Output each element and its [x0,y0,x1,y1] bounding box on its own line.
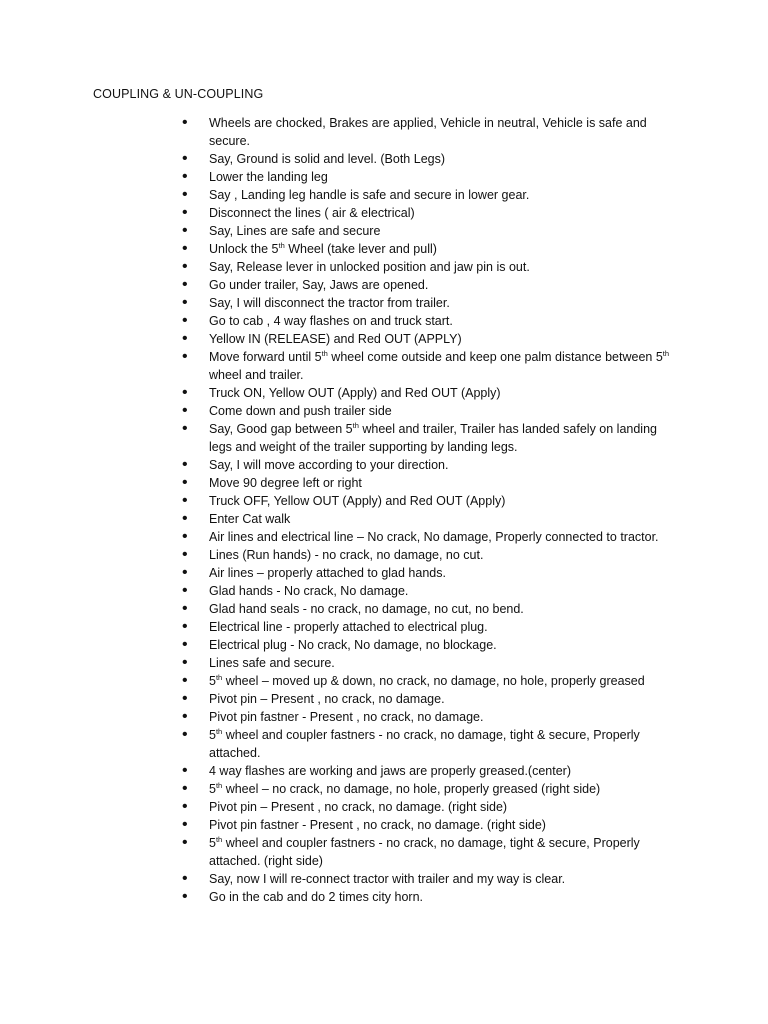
checklist-item-text: 5 [209,728,216,742]
checklist-item-text: Pivot pin – Present , no crack, no damage. [209,692,445,706]
checklist-item-text: wheel and trailer. [209,368,304,382]
checklist-item [182,618,682,636]
checklist-item [182,330,682,348]
checklist-item [182,294,682,312]
checklist-item [182,798,682,816]
checklist-item-text: Glad hands - No crack, No damage. [209,584,409,598]
checklist-item [182,726,682,762]
checklist-item-text: Air lines – properly attached to glad hands. [209,566,446,580]
ordinal-suffix: th [662,349,670,358]
checklist-item-text: Go to cab , 4 way flashes on and truck start. [209,314,453,328]
checklist-item-text: Electrical line - properly attached to electrical plug. [209,620,488,634]
checklist-item [182,582,682,600]
ordinal-suffix: th [215,835,223,844]
checklist-item [182,474,682,492]
checklist-item-text: Pivot pin fastner - Present , no crack, no damage. (right side) [209,818,546,832]
checklist-item-text: Air lines and electrical line – No crack, No damage, Properly connected to tractor. [209,530,659,544]
checklist-item-text: 4 way flashes are working and jaws are properly greased.(center) [209,764,571,778]
checklist-item [182,528,682,546]
checklist-item [182,564,682,582]
checklist-item [182,312,682,330]
checklist-item [182,492,682,510]
checklist-item [182,600,682,618]
checklist-item [182,384,682,402]
checklist-item-text: Pivot pin fastner - Present , no crack, no damage. [209,710,484,724]
checklist-item-text: wheel and coupler fastners - no crack, no damage, tight & secure, Properly attached. (right side) [209,836,640,868]
checklist-item-text: Say , Landing leg handle is safe and secure in lower gear. [209,188,530,202]
checklist-item [182,186,682,204]
checklist-item [182,780,682,798]
checklist-item-text: Come down and push trailer side [209,404,392,418]
checklist-item-text: Glad hand seals - no crack, no damage, no cut, no bend. [209,602,524,616]
checklist-item-text: Say, I will disconnect the tractor from trailer. [209,296,450,310]
ordinal-suffix: th [352,421,359,430]
document-title: COUPLING & UN-COUPLING [93,87,264,101]
checklist-item-text: wheel and coupler fastners - no crack, no damage, tight & secure, Properly attached. [209,728,640,760]
checklist-item-text: 5 [209,836,216,850]
checklist-item-text: Lines safe and secure. [209,656,335,670]
ordinal-suffix: th [215,781,223,790]
checklist-item [182,888,682,906]
checklist-item-text: Say, now I will re-connect tractor with trailer and my way is clear. [209,872,566,886]
checklist-item [182,870,682,888]
checklist-item [182,654,682,672]
checklist-item-text: 5 [209,674,216,688]
checklist-item-text: Say, I will move according to your direction. [209,458,449,472]
checklist-item-text: Disconnect the lines ( air & electrical) [209,206,415,220]
checklist-item [182,258,682,276]
checklist-item [182,816,682,834]
checklist-item [182,240,682,258]
checklist-item-text: Say, Ground is solid and level. (Both Legs) [209,152,446,166]
checklist-item-text: Wheels are chocked, Brakes are applied, Vehicle in neutral, Vehicle is safe and secure. [209,116,647,148]
ordinal-suffix: th [215,673,223,682]
checklist-item [182,276,682,294]
checklist-item [182,690,682,708]
checklist-item-text: 5 [209,782,216,796]
checklist-item [182,348,682,384]
ordinal-suffix: th [215,727,223,736]
checklist-item [182,168,682,186]
checklist-item-text: Lower the landing leg [209,170,328,184]
checklist-item [182,672,682,690]
checklist-item-text: Electrical plug - No crack, No damage, no blockage. [209,638,497,652]
checklist-item-text: Wheel (take lever and pull) [284,242,437,256]
checklist-item-text: Go under trailer, Say, Jaws are opened. [209,278,429,292]
checklist-item [182,420,682,456]
checklist-item-text: Pivot pin – Present , no crack, no damage. (right side) [209,800,508,814]
checklist-item [182,762,682,780]
ordinal-suffix: th [278,241,285,250]
checklist-item-text: Unlock the 5 [209,242,279,256]
checklist-item-text: Say, Good gap between 5 [209,422,353,436]
checklist-item [182,834,682,870]
checklist-item [182,456,682,474]
ordinal-suffix: th [321,349,328,358]
checklist-item-text: Move forward until 5 [209,350,322,364]
checklist-item [182,402,682,420]
checklist-item [182,546,682,564]
checklist-item-text: Lines (Run hands) - no crack, no damage, no cut. [209,548,484,562]
coupling-checklist [182,114,682,906]
checklist-item-text: Go in the cab and do 2 times city horn. [209,890,424,904]
checklist-item [182,222,682,240]
checklist-item-text: wheel – moved up & down, no crack, no damage, no hole, properly greased [222,674,645,688]
checklist-item-text: Move 90 degree left or right [209,476,362,490]
checklist-item-text: wheel – no crack, no damage, no hole, properly greased (right side) [222,782,601,796]
checklist-item-text: Yellow IN (RELEASE) and Red OUT (APPLY) [209,332,462,346]
checklist-item-text: Truck ON, Yellow OUT (Apply) and Red OUT (Apply) [209,386,501,400]
checklist-item [182,114,682,150]
checklist-item [182,204,682,222]
checklist-item-text: wheel come outside and keep one palm distance between 5 [327,350,663,364]
checklist-item-text: wheel and trailer, Trailer has landed safely on landing legs and weight of the trailer supporting by landing legs. [209,422,657,454]
checklist-item-text: Truck OFF, Yellow OUT (Apply) and Red OUT (Apply) [209,494,506,508]
checklist-item [182,150,682,168]
checklist-item-text: Say, Lines are safe and secure [209,224,381,238]
checklist-item-text: Enter Cat walk [209,512,291,526]
checklist-item-text: Say, Release lever in unlocked position and jaw pin is out. [209,260,530,274]
checklist-item [182,708,682,726]
checklist-item [182,510,682,528]
checklist-item [182,636,682,654]
